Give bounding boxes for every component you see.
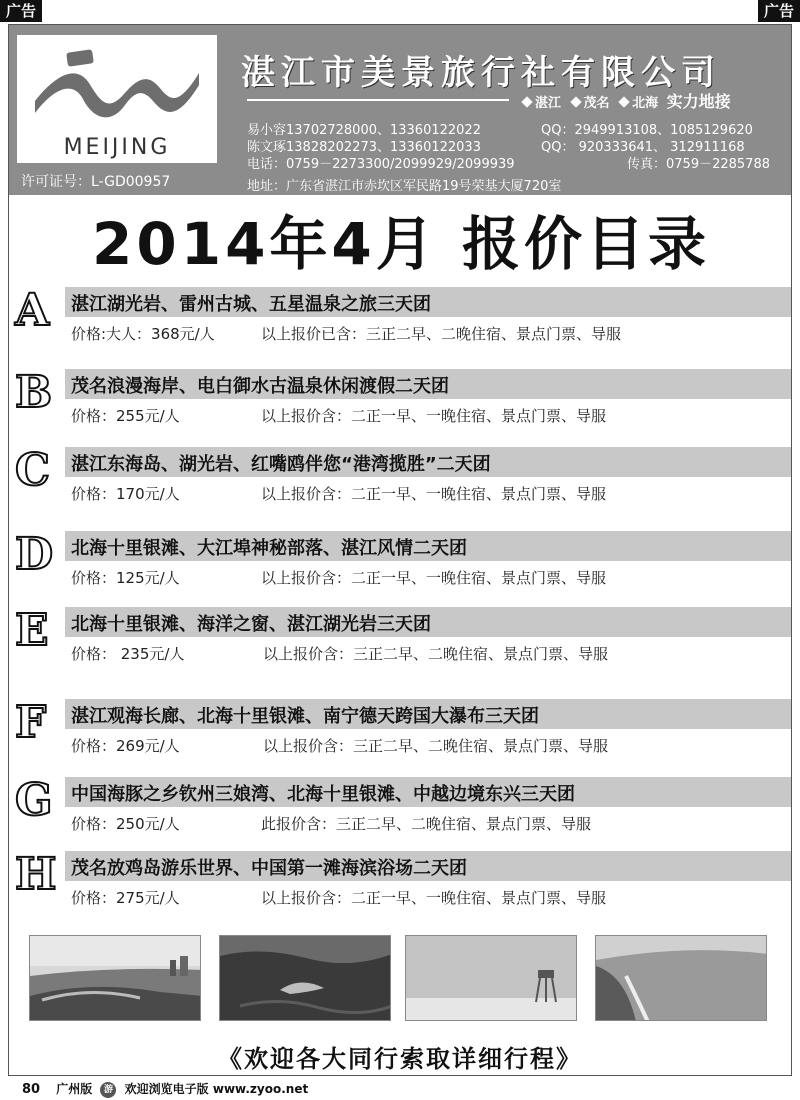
tour-price: 价格：255元/人: [71, 407, 180, 425]
tour-name: 中国海豚之乡钦州三娘湾、北海十里银滩、中越边境东兴三天团: [71, 784, 575, 805]
tour-item-h: [9, 851, 791, 911]
welcome-message: 《欢迎各大同行索取详细行程》: [218, 1044, 582, 1073]
tour-includes: 以上报价含：二正一早、一晚住宿、景点门票、导服: [261, 889, 607, 907]
tour-name: 茂名放鸡岛游乐世界、中国第一滩海滨浴场二天团: [71, 858, 467, 879]
tour-letter: E: [15, 605, 49, 656]
tour-letter: G: [15, 775, 53, 826]
contact-phone: 电话：0759－2273300/2099929/2099939: [247, 157, 515, 172]
tagline-place: 湛江: [535, 96, 562, 111]
tour-includes: 以上报价含：二正一早、一晚住宿、景点门票、导服: [261, 485, 607, 503]
footer-url[interactable]: www.zyoo.net: [212, 1082, 309, 1096]
tour-price: 价格：250元/人: [71, 815, 180, 833]
tour-price: 价格：275元/人: [71, 889, 180, 907]
logo-text: MEIJING: [63, 135, 171, 160]
tagline-place: 北海: [632, 96, 659, 111]
contact-line-2: 陈文琢13828202273、13360122033: [247, 140, 481, 155]
tour-name: 湛江东海岛、湖光岩、红嘴鸥伴您“港湾揽胜”二天团: [71, 454, 491, 475]
tour-letter: H: [15, 849, 57, 900]
tour-item-f: [9, 699, 791, 759]
tour-item-c: [9, 447, 791, 507]
magazine-badge-icon: 游: [100, 1082, 116, 1098]
photo-beach-tower: [405, 935, 577, 1021]
photo-bay: [595, 935, 767, 1021]
tour-includes: 以上报价含：三正二早、二晚住宿、景点门票、导服: [263, 737, 609, 755]
tour-price: 价格：170元/人: [71, 485, 180, 503]
tour-includes: 以上报价已含：三正二早、二晚住宿、景点门票、导服: [261, 325, 622, 343]
tour-includes: 以上报价含：三正二早、二晚住宿、景点门票、导服: [263, 645, 609, 663]
contact-qq-1: QQ：2949913108、1085129620: [541, 123, 753, 138]
tour-includes: 以上报价含：二正一早、一晚住宿、景点门票、导服: [261, 407, 607, 425]
tour-price: 价格：125元/人: [71, 569, 180, 587]
tagline-slogan: 实力地接: [666, 92, 731, 111]
tour-item-b: [9, 369, 791, 429]
ad-label-left: 广告: [0, 0, 42, 22]
contact-fax: 传真：0759－2285788: [627, 157, 770, 172]
tour-letter: A: [15, 285, 50, 336]
footer-text: 欢迎浏览电子版: [124, 1082, 209, 1096]
tour-name: 北海十里银滩、海洋之窗、湛江湖光岩三天团: [71, 614, 431, 635]
header-divider: [247, 99, 509, 101]
edition-label: 广州版: [56, 1082, 93, 1096]
tour-item-e: [9, 607, 791, 667]
tour-name: 湛江湖光岩、雷州古城、五星温泉之旅三天团: [71, 294, 431, 315]
license-number: 许可证号：L-GD00957: [21, 174, 171, 190]
company-header: [9, 25, 791, 195]
tour-item-a: [9, 287, 791, 347]
company-logo: [17, 35, 217, 163]
tour-letter: F: [15, 697, 47, 748]
tour-name: 茂名浪漫海岸、电白御水古温泉休闲渡假二天团: [71, 376, 449, 397]
diamond-icon: [570, 96, 581, 107]
tour-name: 北海十里银滩、大江埠神秘部落、湛江风情二天团: [71, 538, 467, 559]
page-number: 80: [22, 1082, 41, 1097]
tour-letter: B: [15, 367, 53, 418]
photo-dolphin: [219, 935, 391, 1021]
tour-letter: C: [15, 445, 51, 496]
tour-price: 价格：269元/人: [71, 737, 180, 755]
tagline-place: 茂名: [583, 96, 610, 111]
company-address: 地址：广东省湛江市赤坎区军民路19号荣基大厦720室: [247, 179, 562, 194]
tagline: [517, 89, 731, 112]
tour-item-d: [9, 531, 791, 591]
company-name: 湛江市美景旅行社有限公司: [241, 53, 721, 93]
photo-strip: [23, 935, 783, 1021]
tour-includes: 以上报价含：二正一早、一晚住宿、景点门票、导服: [261, 569, 607, 587]
tour-item-g: [9, 777, 791, 837]
tour-includes: 此报价含：三正二早、二晚住宿、景点门票、导服: [261, 815, 592, 833]
page-title: 2014年4月 报价目录: [92, 210, 710, 278]
tour-price: 价格:大人：368元/人: [71, 325, 215, 343]
diamond-icon: [521, 96, 532, 107]
photo-coastline: [29, 935, 201, 1021]
tour-name: 湛江观海长廊、北海十里银滩、南宁德天跨国大瀑布三天团: [71, 706, 539, 727]
contact-qq-2: QQ： 920333641、 312911168: [541, 140, 745, 155]
ad-label-right: 广告: [758, 0, 800, 22]
diamond-icon: [618, 96, 629, 107]
advertisement-frame: [8, 24, 792, 1076]
tour-letter: D: [15, 529, 54, 580]
page-footer: [22, 1080, 308, 1098]
logo-swoosh-icon: [27, 43, 207, 133]
contact-line-1: 易小容13702728000、13360122022: [247, 123, 481, 138]
tour-price: 价格： 235元/人: [71, 645, 185, 663]
